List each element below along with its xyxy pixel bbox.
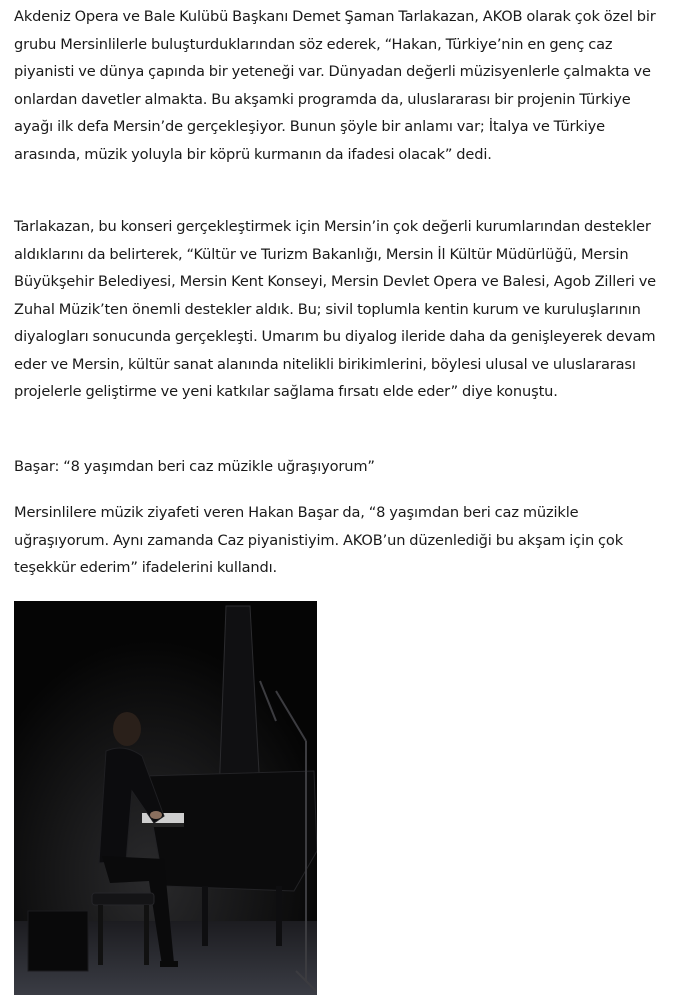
paragraph-1: Akdeniz Opera ve Bale Kulübü Başkanı Demet Şaman Tarlakazan, AKOB olarak çok özel bir grubu Mersinlilerle buluşturduklarından söz ederek, “Hakan, Türkiye’nin en genç caz piyanisti ve dünya çapında bir yeteneği var. Dünyadan değerli müzisyenlerle çalmakta ve onlardan davetler almakta. Bu akşamki programda da, uluslararası bir projenin Türkiye ayağı ilk defa Mersin’de gerçekleşiyor. Bunun şöyle bir anlamı var; İtalya ve Türkiye arasında, müzik yoluyla bir köprü kurmanın da ifadesi olacak” dedi. [14,8,656,163]
subheading: Başar: “8 yaşımdan beri caz müzikle uğraşıyorum” [14,458,375,475]
concert-photo [14,601,317,995]
paragraph-2: Tarlakazan, bu konseri gerçekleştirmek için Mersin’in çok değerli kurumlarından destekler aldıklarını da belirterek, “Kültür ve Turizm Bakanlığı, Mersin İl Kültür Müdürlüğü, Mersin Büyükşehir Belediyesi, Mersin Kent Konseyi, Mersin Devlet Opera ve Balesi, Agob Zilleri ve Zuhal Müzik’ten önemli destekler aldık. Bu; sivil toplumla kentin kurum ve kuruluşlarının diyalogları sonucunda gerçekleşti. Umarım bu diyalog ileride daha da genişleyerek devam eder ve Mersin, kültür sanat alanında nitelikli birikimlerini, böylesi ulusal ve uluslararası projelerle geliştirme ve yeni katkılar sağlama fırsatı elde eder” diye konuştu. [14,218,657,400]
paragraph-3: Mersinlilere müzik ziyafeti veren Hakan Başar da, “8 yaşımdan beri caz müzikle uğraşıyorum. Aynı zamanda Caz piyanistiyim. AKOB’un düzenlediği bu akşam için çok teşekkür ederim” ifadelerini kullandı. [14,504,624,576]
